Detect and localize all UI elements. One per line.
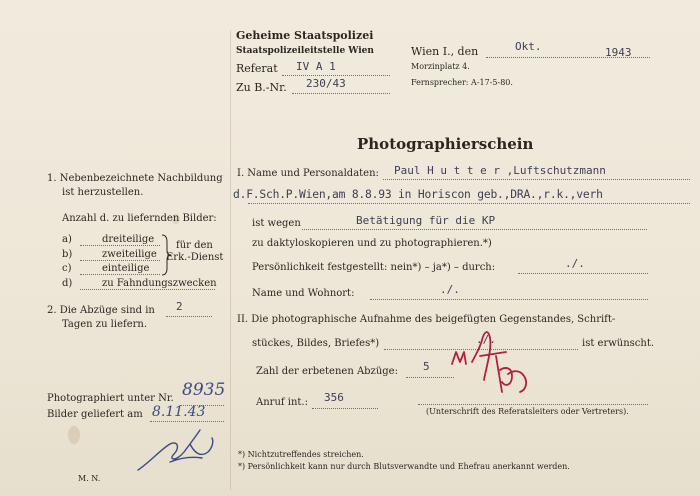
copies-label: Zahl der erbetenen Abzüge: — [256, 366, 398, 377]
photo-label: Photographiert unter Nr. — [47, 393, 174, 404]
option-a-label: a) — [62, 234, 72, 245]
office-address: Morzinplatz 4. — [411, 62, 470, 71]
item2-line1: II. Die photographische Aufnahme des beigefügten Gegenstandes, Schrift- — [237, 314, 616, 325]
call-line — [312, 408, 378, 409]
days-line — [166, 316, 212, 317]
place-label: Wien I., den — [411, 45, 479, 58]
agency-name: Geheime Staatspolizei — [236, 29, 374, 42]
option-d-label: d) — [62, 278, 73, 289]
option-c-line — [80, 274, 160, 275]
copies-value: 5 — [423, 360, 430, 373]
purpose-text: zu daktyloskopieren und zu photographieren.*) — [252, 238, 492, 249]
person-line-1 — [383, 179, 690, 180]
ref-no-label: Zu B.-Nr. — [236, 81, 287, 94]
handwritten-signature-left — [130, 422, 220, 482]
left-item2-line2: Tagen zu liefern. — [62, 319, 148, 330]
office-phone: Fernsprecher: A-17-5-80. — [411, 78, 513, 87]
left-item2-line1: 2. Die Abzüge sind in — [47, 305, 155, 316]
delivered-label: Bilder geliefert am — [47, 409, 143, 420]
person-line-2 — [248, 203, 690, 204]
option-c-label: c) — [62, 263, 72, 274]
photo-number: 8935 — [182, 380, 226, 400]
ref-no-line — [292, 93, 390, 94]
name-label: Name und Wohnort: — [252, 288, 355, 299]
reason-line — [302, 229, 647, 230]
option-b-text: zweiteilige — [102, 249, 157, 260]
delivered-date: 8.11.43 — [152, 404, 206, 420]
stain — [68, 426, 80, 444]
footnote-2: *) Persönlichkeit kann nur durch Blutsverwandte und Ehefrau anerkannt werden. — [238, 462, 570, 471]
days-value: 2 — [176, 300, 183, 313]
identity-line — [518, 273, 648, 274]
option-c-text: einteilige — [102, 263, 150, 274]
option-b-line — [80, 260, 160, 261]
referat-line — [282, 75, 390, 76]
left-item1-line2: ist herzustellen. — [62, 187, 144, 198]
ref-no-value: 230/43 — [306, 77, 346, 90]
identity-value: ./. — [565, 257, 585, 270]
person-data-2: d.F.Sch.P.Wien,am 8.8.93 in Horiscon geb.,DRA.,r.k.,verh — [233, 188, 603, 201]
name-line — [370, 299, 648, 300]
reason-label: ist wegen — [252, 218, 301, 229]
document-title: Photographierschein — [357, 135, 534, 153]
count-heading: Anzahl d. zu liefernden Bilder: — [62, 213, 217, 224]
option-d-line — [80, 289, 215, 290]
call-label: Anruf int.: — [256, 397, 308, 408]
left-item1-line1: 1. Nebenbezeichnete Nachbildung — [47, 173, 223, 184]
item1-label: I. Name und Personaldaten: — [237, 168, 379, 179]
option-a-line — [80, 245, 160, 246]
footnote-1: *) Nichtzutreffendes streichen. — [238, 450, 364, 459]
fold-line — [230, 30, 231, 490]
date-month: Okt. — [515, 40, 542, 53]
reason-value: Betätigung für die KP — [356, 214, 496, 227]
item2-line2b: ist erwünscht. — [582, 338, 655, 349]
referat-label: Referat — [236, 62, 278, 75]
date-year: 1943 — [605, 46, 632, 59]
initials: M. N. — [78, 474, 101, 483]
option-d-text: zu Fahndungszwecken — [102, 278, 217, 289]
brace-note-2: Erk.-Dienst — [166, 252, 224, 263]
office-name: Staatspolizeileitstelle Wien — [236, 46, 374, 56]
option-a-text: dreiteilige — [102, 234, 155, 245]
brace-note-1: für den — [176, 240, 213, 251]
referat-value: IV A 1 — [296, 60, 336, 73]
name-value: ./. — [440, 283, 460, 296]
call-value: 356 — [324, 391, 344, 404]
signature-caption: (Unterschrift des Referatsleiters oder Vertreters). — [426, 407, 629, 416]
item2-value: ./. — [476, 333, 496, 346]
person-data-1: Paul H u t t e r ,Luftschutzmann — [394, 164, 606, 177]
identity-label: Persönlichkeit festgestellt: nein*) – ja*) – durch: — [252, 262, 496, 273]
handwritten-signature — [446, 322, 536, 412]
option-b-label: b) — [62, 249, 73, 260]
item2-line2a: stückes, Bildes, Briefes*) — [252, 338, 380, 349]
signature-line — [418, 404, 648, 405]
